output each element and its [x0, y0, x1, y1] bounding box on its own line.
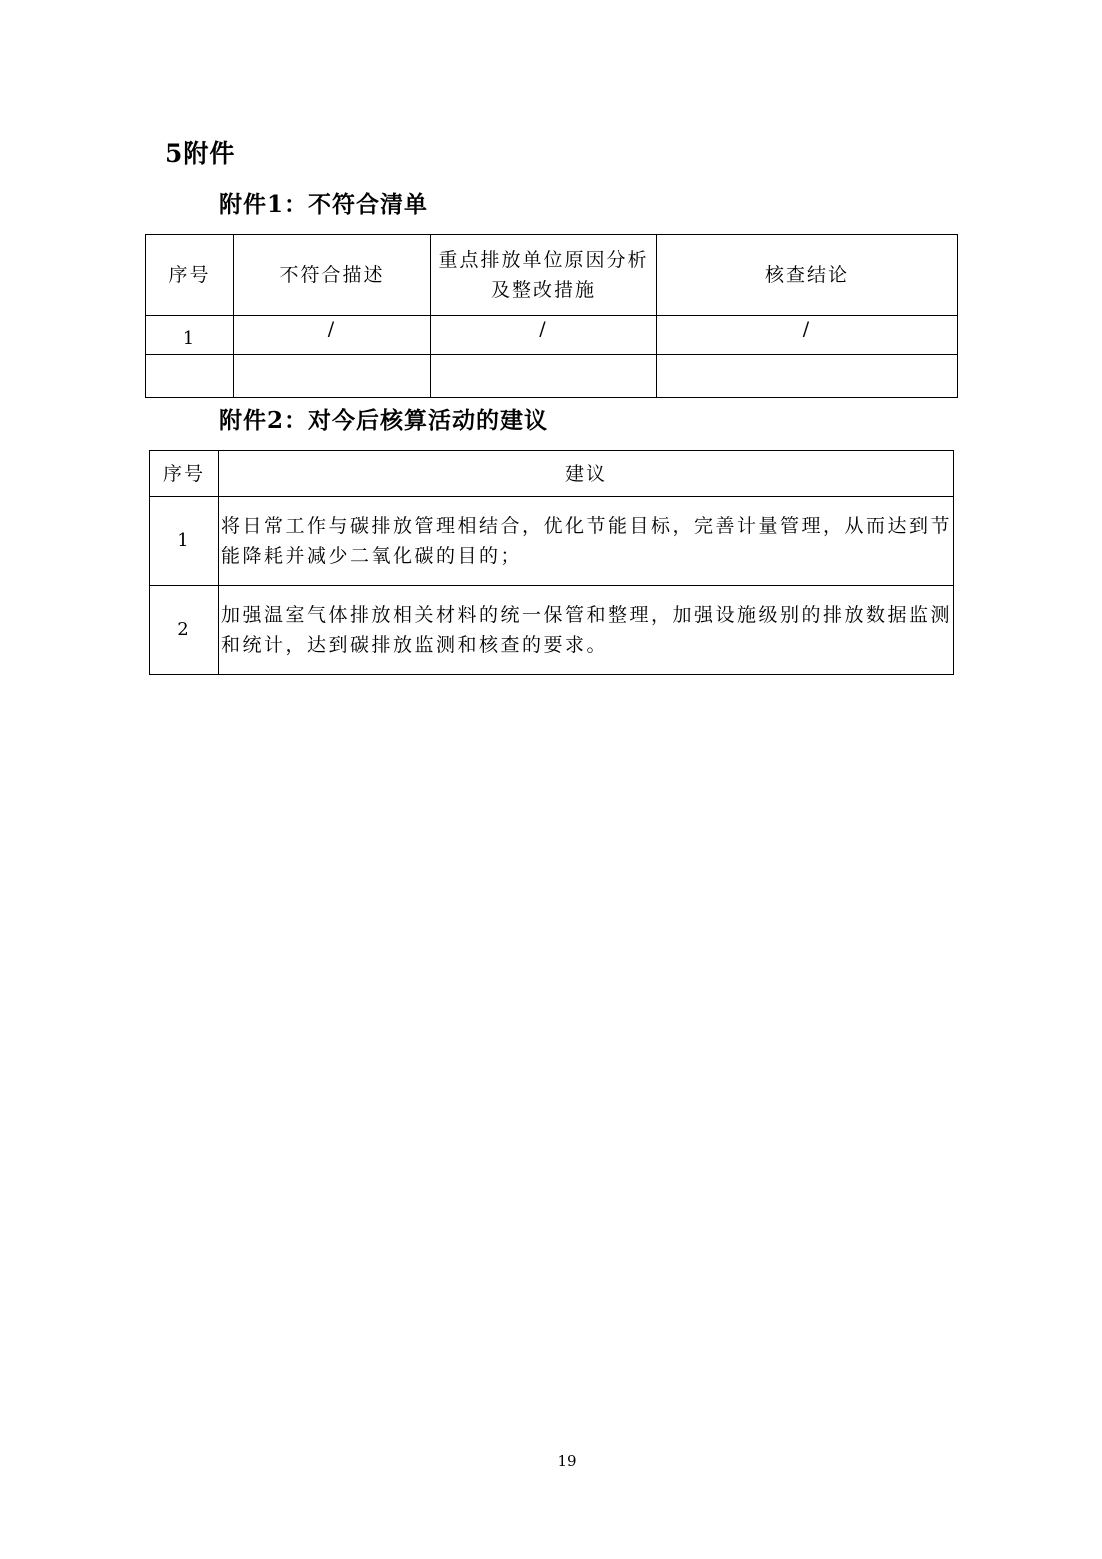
table-row	[150, 497, 954, 586]
cause-analysis-cell: /	[431, 316, 657, 355]
description-cell	[234, 355, 431, 398]
row-index-cell: 1	[150, 497, 219, 586]
suggestions-table	[149, 450, 954, 675]
annex1-title: 附件1：不符合清单	[219, 191, 429, 218]
suggestion-cell: 加强温室气体排放相关材料的统一保管和整理，加强设施级别的排放数据监测和统计，达到碳排放监测和核查的要求。	[219, 586, 954, 675]
cause-analysis-cell	[431, 355, 657, 398]
table-row	[150, 586, 954, 675]
header-cell-suggestion: 建议	[219, 451, 954, 497]
row-index-cell: 2	[150, 586, 219, 675]
header-cell-conclusion: 核查结论	[657, 235, 958, 316]
header-cell-cause-analysis: 重点排放单位原因分析及整改措施	[431, 235, 657, 316]
table-header-row	[146, 235, 958, 316]
header-cell-description: 不符合描述	[234, 235, 431, 316]
row-index-cell: 1	[146, 316, 234, 355]
table-row	[146, 316, 958, 355]
table-row	[146, 355, 958, 398]
row-index-cell	[146, 355, 234, 398]
table-header-row	[150, 451, 954, 497]
description-cell: /	[234, 316, 431, 355]
section-title: 5附件	[165, 139, 236, 168]
nonconformity-table	[145, 234, 958, 398]
annex2-title: 附件2：对今后核算活动的建议	[219, 407, 549, 434]
conclusion-cell: /	[657, 316, 958, 355]
conclusion-cell	[657, 355, 958, 398]
suggestion-cell: 将日常工作与碳排放管理相结合，优化节能目标，完善计量管理，从而达到节能降耗并减少二氧化碳的目的；	[219, 497, 954, 586]
header-cell-index: 序号	[150, 451, 219, 497]
header-cell-index: 序号	[146, 235, 234, 316]
page-number: 19	[557, 1452, 577, 1470]
